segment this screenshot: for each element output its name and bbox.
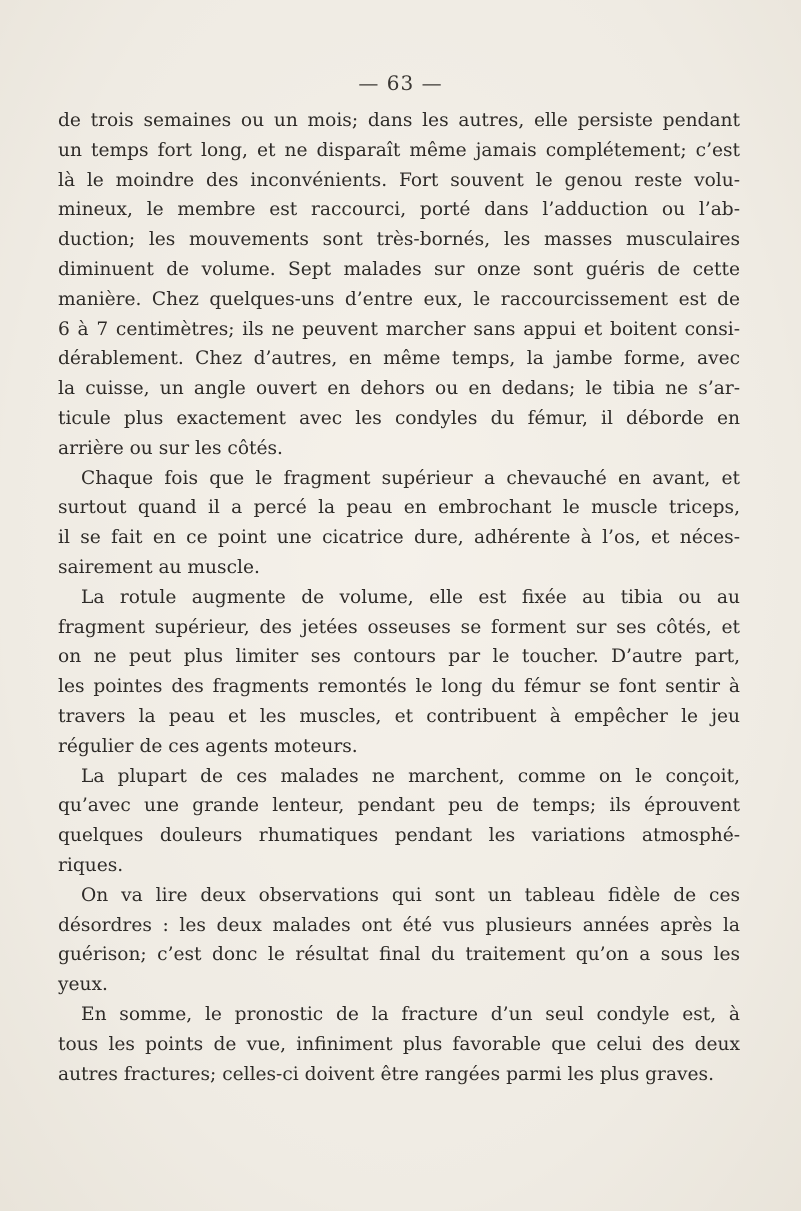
text-line: désordres : les deux malades ont été vus plusieurs années après la — [58, 914, 740, 936]
paragraph — [58, 583, 740, 762]
text-line: Chaque fois que le fragment supérieur a chevauché en avant, et — [81, 467, 740, 489]
paragraph — [58, 106, 740, 464]
text-line: guérison; c’est donc le résultat final du traitement qu’on a sous les — [58, 944, 740, 966]
text-line: En somme, le pronostic de la fracture d’un seul condyle est, à — [81, 1003, 740, 1025]
paragraph — [58, 762, 740, 881]
paragraph — [58, 881, 740, 1000]
text-line: La plupart de ces malades ne marchent, comme on le conçoit, — [81, 765, 740, 787]
text-line: ticule plus exactement avec les condyles du fémur, il déborde en — [58, 407, 740, 429]
text-line: surtout quand il a percé la peau en embrochant le muscle triceps, — [58, 497, 740, 519]
body-text — [58, 106, 740, 1089]
text-line: riques. — [58, 854, 124, 876]
text-line: quelques douleurs rhumatiques pendant les variations atmosphé- — [58, 825, 740, 847]
text-line: fragment supérieur, des jetées osseuses se forment sur ses côtés, et — [58, 616, 740, 638]
text-line: de trois semaines ou un mois; dans les autres, elle persiste pendant — [58, 110, 740, 131]
text-line: on ne peut plus limiter ses contours par le toucher. D’autre part, — [58, 646, 740, 668]
paragraph — [58, 1000, 740, 1089]
text-line: un temps fort long, et ne disparaît même jamais complétement; c’est — [58, 139, 740, 161]
text-line: yeux. — [58, 974, 108, 996]
page-number: — 63 — — [358, 71, 443, 95]
text-line: il se fait en ce point une cicatrice dure, adhérente à l’os, et néces- — [58, 527, 740, 549]
text-line: La rotule augmente de volume, elle est fixée au tibia ou au — [81, 586, 740, 608]
text-line: tous les points de vue, infiniment plus favorable que celui des deux — [58, 1033, 740, 1055]
text-line: régulier de ces agents moteurs. — [58, 735, 358, 757]
text-line: travers la peau et les muscles, et contribuent à empêcher le jeu — [58, 705, 740, 727]
text-line: On va lire deux observations qui sont un tableau fidèle de ces — [81, 884, 740, 906]
text-line: autres fractures; celles-ci doivent être rangées parmi les plus graves. — [58, 1063, 714, 1085]
text-line: là le moindre des inconvénients. Fort souvent le genou reste volu- — [58, 169, 740, 191]
text-line: la cuisse, un angle ouvert en dehors ou en dedans; le tibia ne s’ar- — [58, 378, 740, 400]
text-line: mineux, le membre est raccourci, porté dans l’adduction ou l’ab- — [58, 199, 740, 221]
text-line: qu’avec une grande lenteur, pendant peu de temps; ils éprouvent — [58, 795, 740, 817]
text-line: les pointes des fragments remontés le long du fémur se font sentir à — [58, 676, 740, 698]
text-line: arrière ou sur les côtés. — [58, 437, 283, 459]
paragraph — [58, 464, 740, 583]
text-line: sairement au muscle. — [58, 556, 260, 578]
text-line: diminuent de volume. Sept malades sur onze sont guéris de cette — [58, 258, 740, 280]
text-line: 6 à 7 centimètres; ils ne peuvent marcher sans appui et boitent consi- — [58, 318, 740, 340]
text-line: duction; les mouvements sont très-bornés, les masses musculaires — [58, 229, 740, 251]
text-line: manière. Chez quelques-uns d’entre eux, le raccourcissement est de — [58, 288, 740, 310]
text-line: dérablement. Chez d’autres, en même temps, la jambe forme, avec — [58, 348, 740, 370]
